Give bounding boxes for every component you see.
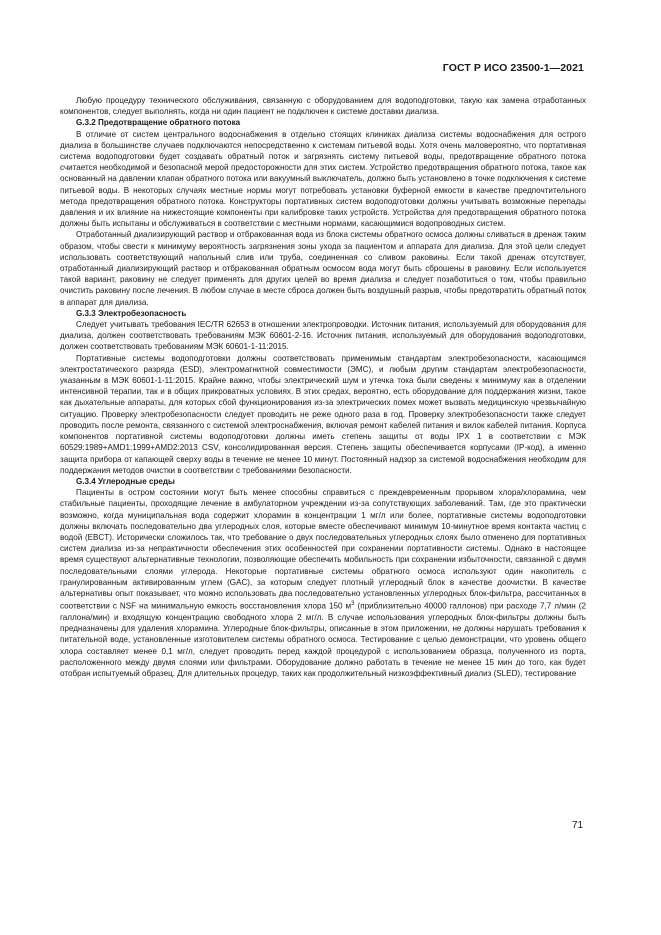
document-body (60, 95, 586, 679)
paragraph-carbon-beds-part-b: (приблизительно 40000 галлонов) при расходе 7,7 л/мин (2 галлона/мин) и входящую концентрацию свободного хлора 2 мг/л. В случае использования углеродных блок-фильтры должны быть предназначены для удаления хлорамина. Углеродные блок-фильтры, описанные в этом приложении, не должны нарушать требования к питательной воде, установленные изготовителем системы обратного осмоса. Тестирование с целью демонстрации, что уровень общего хлора составляет менее 0,1 мг/л, следует проводить перед каждой процедурой с использованием образца, полученного из порта, расположенного между двумя слоями или фильтрами. Оборудование должно работать в течение не менее 15 мин до того, как будет отобран испытуемый образец. Для длительных процедур, таких как продолжительный низкоэффективный диализ (SLED), тестирование (60, 601, 586, 679)
paragraph-backflow-prevention: В отличие от систем центрального водоснабжения в отдельно стоящих клиниках диализа системы водоснабжения для острого диализа в большинстве случаев подключаются непосредственно к системам питьевой воды. Хотя очень маловероятно, что портативная система водоподготовки будет создавать обратный поток и загрязнять систему питьевой воды, предотвращение обратного потока считается необходимой и безопасной мерой предосторожности для этих систем. Устройство предотвращения обратного потока, такое как основанный на давлении клапан обратного потока или вакуумный выключатель, должно быть установлено в точке подключения к системе питьевой воды. В некоторых случаях местные нормы могут потребовать установки буферной емкости в качестве предпочтительного метода предотвращения обратного потока. Конструкторы портативных систем водоподготовки должны учитывать возможные перепады давления и их влияние на нижестоящие компоненты при калибровке таких устройств. Устройства для предотвращения обратного потока должны быть испытаны и обслуживаться в соответствии с местными нормами, касающимися водопроводных систем. (60, 129, 586, 229)
paragraph-carbon-beds (60, 487, 586, 679)
section-heading-carbon-media: G.3.4 Углеродные среды (76, 476, 175, 486)
document-header-id: ГОСТ Р ИСО 23500-1—2021 (442, 62, 584, 74)
section-heading-electrical-safety: G.3.3 Электробезопасность (76, 308, 187, 318)
paragraph-power-requirements: Следует учитывать требования IEC/TR 62653 в отношении электропроводки. Источник питания, используемый для оборудования для диализа, должен соответствовать требованиям МЭК 60601-2-16. Источник питания, используемый для оборудования водоподготовки, должен соответствовать требованиям МЭК 60601-1-11:2015. (60, 320, 586, 352)
page-number: 71 (572, 820, 584, 831)
paragraph-carbon-beds-part-a: Пациенты в остром состоянии могут быть менее способны справиться с преждевременным прорывом хлора/хлорамина, чем стабильные пациенты, проходящие лечение в амбулаторном учреждении из-за сопутствующих заболеваний. Там, где это практически возможно, когда муниципальная вода содержит хлорамин в концентрации 1 мг/л или более, портативные системы водоподготовки должны включать последовательно два углеродных слоя, которые вместе обеспечивают минимум 10-минутное время контакта частиц с водой (EBCT). Исторически сложилось так, что требование о двух последовательных углеродных слоях было отменено для портативных систем диализа из-за непрактичности обеспечения этих особенностей при сохранении портативности системы. Однако в настоящее время существуют альтернативные технологии, позволяющие обеспечить мобильность при сохранении избыточности, связанной с двумя последовательными слоями углерода. Некоторые портативные системы обратного осмоса используют один накопитель с гранулированным активированным углем (GAC), за которым следует плотный углеродный блок в качестве доочистки. В качестве альтернативы опыт показывает, что можно использовать два последовательно установленных углеродных блок-фильтра, рассчитанных в соответствии с NSF на минимальную емкость восстановления хлора 150 м (60, 488, 586, 611)
superscript-cubic: 3 (351, 601, 355, 608)
paragraph-electrical-standards: Портативные системы водоподготовки должны соответствовать применимым стандартам электробезопасности, касающимся электростатического разряда (ESD), электромагнитной совместимости (ЭМС), и любым другим стандартам электробезопасности, указанным в МЭК 60601-1-11:2015. Крайне важно, чтобы электрический шум и утечка тока были сведены к минимуму как в отделении интенсивной терапии, так и в общих прикроватных условиях. В этих средах, вероятно, есть оборудование для поддержания жизни, такое как дыхательные аппараты, для которых сбой функционирования из-за электрических помех может вызвать медицинскую чрезвычайную ситуацию. Проверку электробезопасности следует проводить не реже одного раза в год. Проверку электробезопасности также следует проводить после ремонта, связанного с системой электроснабжения, включая ремонт кабелей питания и вилок кабелей питания. Корпуса компонентов портативной системы водоподготовки должны иметь степень защиты от воды IPX 1 в соответствии с МЭК 60529:1989+AMD1:1999+AMD2:2013 CSV, консолидированная версия. Степень защиты обеспечивается корпусами (IP-код), а именно защита прибора от капающей сверху воды в течение не менее 10 минут. Постоянный надзор за системой водоснабжения необходим для поддержания методов очистки в соответствии с требованиями безопасности. (60, 353, 586, 475)
paragraph-maintenance: Любую процедуру технического обслуживания, связанную с оборудованием для водоподготовки, такую как замена отработанных компонентов, следует выполнять, когда ни один пациент не подключен к системе доставки диализа. (60, 96, 586, 117)
section-heading-backflow: G.3.2 Предотвращение обратного потока (76, 118, 241, 128)
paragraph-drainage: Отработанный диализирующий раствор и отбракованная вода из блока системы обратного осмоса должны сливаться в дренаж таким образом, чтобы свести к минимуму вероятность загрязнения зоны ухода за пациентом и аппарата для диализа. Для этой цели следует использовать соответствующий напольный слив или труба, соединенная со сливом раковины. Если такой дренаж отсутствует, отработанный диализирующий раствор и отбракованная обратным осмосом вода могут быть сброшены в раковину. Если используется такой вариант, раковину не следует применять для других целей во время диализа и следует позаботиться о том, чтобы правильно очистить раковину после лечения. В любом случае в месте сброса должен быть воздушный разрыв, чтобы предотвратить обратный поток в аппарат для диализа. (60, 230, 586, 307)
